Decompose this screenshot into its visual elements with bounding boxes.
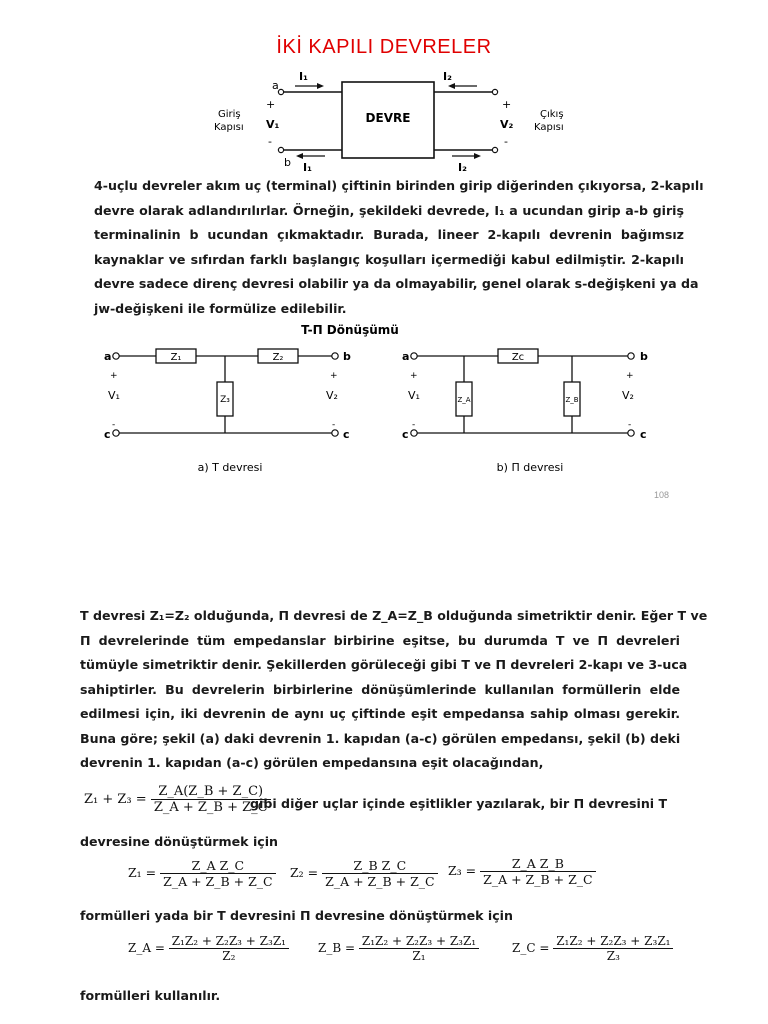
t-to-pi-suffix: için — [483, 908, 513, 923]
input-label-line2: Kapısı — [214, 122, 244, 133]
text-line: 4-uçlu devreler akım uç (terminal) çiftinin birinden girip diğerinden çıkıyorsa, 2-kapılı — [94, 178, 704, 193]
eq-za — [128, 934, 289, 963]
pi-zb-label: Z_B — [565, 396, 579, 404]
eq-z1-num: Z_A Z_C — [160, 858, 275, 874]
pi-node-c-right: c — [640, 428, 647, 441]
closing-text: formülleri kullanılır. — [80, 988, 221, 1003]
eq-zb — [318, 934, 479, 963]
text-line: sahiptirler. Bu devrelerin birbirlerine dönüşümlerinde kullanılan formüllerin elde — [80, 681, 680, 697]
t-pi-diagram — [90, 316, 690, 480]
t-to-pi-prefix: formülleri yada bir — [80, 908, 218, 923]
pi-v2-label: V₂ — [622, 389, 634, 402]
eq-z2-num: Z_B Z_C — [322, 858, 437, 874]
main-equation — [84, 784, 271, 815]
eq-zc-num: Z₁Z₂ + Z₂Z₃ + Z₃Z₁ — [553, 934, 673, 949]
text-line: tümüyle simetriktir denir. Şekillerden görüleceği gibi T ve Π devreleri 2-kapı ve 3-uca — [80, 657, 688, 672]
t-minus-right: - — [332, 420, 336, 430]
page-title: İKİ KAPILI DEVRELER — [276, 36, 492, 58]
t-plus-right: + — [330, 371, 338, 381]
t-minus-left: - — [112, 420, 116, 430]
eq-zc-lhs: Z_C = — [512, 941, 550, 955]
eq-za-lhs: Z_A = — [128, 941, 165, 955]
t-plus-left: + — [110, 371, 118, 381]
main-eq-sentence — [250, 796, 667, 811]
devre-label: DEVRE — [365, 111, 411, 125]
pi-to-t-bold: devresine dönüştürmek — [80, 834, 249, 849]
terminal-a — [278, 89, 283, 94]
t-to-pi-bold: T devresini Π devresine dönüştürmek — [217, 908, 484, 923]
i2-bottom-label: I₂ — [458, 161, 467, 174]
eq-z2-den: Z_A + Z_B + Z_C — [325, 874, 435, 889]
minus-right: - — [504, 135, 508, 148]
pi-node-a: a — [402, 350, 410, 363]
text-line: devrenin 1. kapıdan (a-c) görülen empedansına eşit olacağından, — [80, 755, 544, 770]
v1-label: V₁ — [266, 118, 280, 131]
eq-z3-num: Z_A Z_B — [480, 856, 595, 872]
output-label-line2: Kapısı — [534, 122, 564, 133]
text-line: jw-değişkeni ile formülize edilebilir. — [94, 300, 347, 316]
main-eq-numerator: Z_A(Z_B + Z_C) — [151, 784, 271, 800]
text-line: terminalinin b ucundan çıkmaktadır. Burada, lineer 2-kapılı devrenin bağımsız — [94, 227, 684, 242]
pi-minus-right: - — [628, 420, 632, 430]
eq-za-num: Z₁Z₂ + Z₂Z₃ + Z₃Z₁ — [169, 934, 289, 949]
page-number: 108 — [654, 490, 670, 500]
t-to-pi-intro — [80, 908, 513, 923]
main-eq-lhs: Z₁ + Z₃ = — [84, 792, 147, 807]
text-line: T devresi Z₁=Z₂ olduğunda, Π devresi de Z_A=Z_B olduğunda simetriktir denir. Eğer T ve — [80, 608, 708, 623]
input-label-line1: Giriş — [218, 109, 241, 120]
pi-v1-label: V₁ — [408, 389, 420, 402]
v2-label: V₂ — [500, 118, 514, 131]
i1-top-label: I₁ — [299, 70, 308, 83]
pi-minus-left: - — [412, 420, 416, 430]
eq-z3 — [448, 856, 596, 887]
symmetry-paragraph — [80, 604, 708, 776]
pi-to-t-intro — [80, 834, 278, 849]
intro-paragraph — [94, 174, 704, 321]
eq-zb-den: Z₁ — [412, 949, 426, 963]
t-node-a: a — [104, 350, 112, 363]
eq-za-den: Z₂ — [222, 949, 236, 963]
plus-right: + — [502, 98, 512, 111]
i2-top-label: I₂ — [443, 70, 452, 83]
eq-zb-num: Z₁Z₂ + Z₂Z₃ + Z₃Z₁ — [359, 934, 479, 949]
pi-plus-left: + — [410, 371, 418, 381]
eq-z1 — [128, 858, 276, 889]
pi-plus-right: + — [626, 371, 634, 381]
t-z2-label: Z₂ — [272, 352, 284, 363]
main-eq-sentence-bold1: devresini T — [588, 796, 668, 811]
pi-node-b: b — [640, 350, 648, 363]
eq-z3-den: Z_A + Z_B + Z_C — [483, 872, 593, 887]
eq-z3-lhs: Z₃ = — [448, 863, 477, 878]
t-caption: a) T devresi — [197, 461, 263, 474]
terminal-b — [278, 147, 283, 152]
eq-z1-lhs: Z₁ = — [128, 865, 157, 880]
pi-za-label: Z_A — [457, 396, 471, 404]
t-z1-label: Z₁ — [170, 352, 182, 363]
pi-to-t-suffix: için — [248, 834, 279, 849]
t-v2-label: V₂ — [326, 389, 338, 402]
eq-z2 — [290, 858, 438, 889]
t-z3-label: Z₃ — [220, 395, 230, 405]
pi-zc-label: Zc — [511, 352, 525, 363]
i1-bottom-label: I₁ — [303, 161, 312, 174]
text-line: edilmesi için, iki devrenin de aynı uç çiftinde eşit empedansa sahip olması gerekir. — [80, 706, 680, 721]
eq-zb-lhs: Z_B = — [318, 941, 356, 955]
eq-zc — [512, 934, 673, 963]
t-network — [104, 349, 351, 474]
main-eq-denominator: Z_A + Z_B + Z_C — [153, 800, 268, 815]
output-label-line1: Çıkış — [540, 109, 564, 120]
minus-left: - — [268, 135, 272, 148]
pi-network — [402, 349, 648, 474]
text-line: devre olarak adlandırılırlar. Örneğin, şekildeki devrede, I₁ a ucundan girip a-b giriş — [94, 202, 684, 218]
main-eq-sentence-part1: gibi diğer uçlar içinde eşitlikler yazılarak, bir Π — [250, 796, 589, 811]
t-node-c-left: c — [104, 428, 111, 441]
t-node-c-right: c — [343, 428, 350, 441]
plus-left: + — [266, 98, 276, 111]
t-pi-title: T-Π Dönüşümü — [301, 323, 399, 337]
eq-z2-lhs: Z₂ = — [290, 865, 319, 880]
pi-node-c-left: c — [402, 428, 409, 441]
terminal-out-top — [492, 89, 497, 94]
node-b-label: b — [284, 156, 291, 169]
two-port-diagram — [200, 60, 580, 180]
t-node-b: b — [343, 350, 351, 363]
text-line: Buna göre; şekil (a) daki devrenin 1. kapıdan (a-c) görülen empedansı, şekil (b) deki — [80, 730, 681, 746]
text-line: kaynaklar ve sıfırdan farklı başlangıç koşulları içermediği kabul edilmiştir. 2-kapılı — [94, 251, 684, 267]
eq-zc-den: Z₃ — [606, 949, 620, 963]
t-v1-label: V₁ — [108, 389, 120, 402]
pi-caption: b) Π devresi — [496, 461, 564, 474]
eq-z1-den: Z_A + Z_B + Z_C — [163, 874, 273, 889]
text-line: Π devrelerinde tüm empedanslar birbirine eşitse, bu durumda T ve Π devreleri — [80, 632, 680, 648]
node-a-label: a — [272, 79, 279, 92]
text-line: devre sadece direnç devresi olabilir ya da olmayabilir, genel olarak s-değişkeni ya da — [94, 276, 699, 291]
terminal-out-bottom — [492, 147, 497, 152]
